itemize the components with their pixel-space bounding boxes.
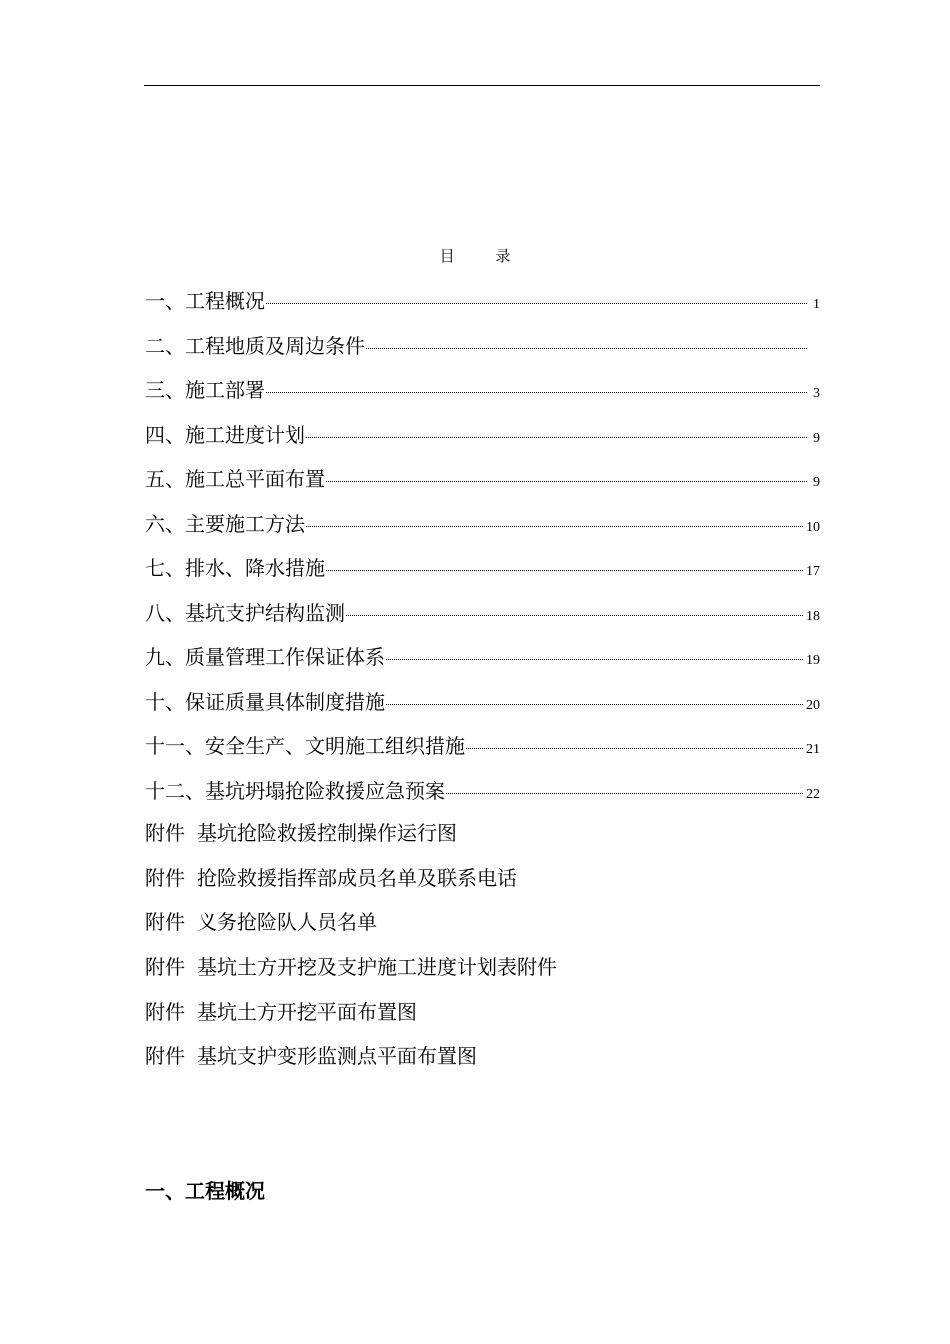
- appendix-entry[interactable]: [145, 1039, 557, 1084]
- toc-entry[interactable]: [145, 373, 820, 418]
- appendix-title: 抢险救援指挥部成员名单及联系电话: [197, 865, 517, 890]
- toc-entry-page: 22: [806, 786, 820, 802]
- toc-entry-label: 四、施工进度计划: [145, 422, 305, 447]
- appendix-list: [145, 816, 557, 1084]
- toc-list: [145, 284, 820, 818]
- toc-entry[interactable]: [145, 551, 820, 596]
- dot-leader: [346, 615, 803, 616]
- toc-entry-page: 18: [806, 608, 820, 624]
- toc-entry-page: 9: [813, 475, 820, 490]
- toc-entry-page: 1: [813, 297, 820, 312]
- toc-entry-page: 3: [813, 386, 820, 401]
- dot-leader: [386, 704, 803, 705]
- dot-leader: [366, 348, 807, 349]
- toc-entry-label: 一、工程概况: [145, 289, 265, 313]
- toc-entry-label: 三、施工部署: [145, 378, 265, 402]
- toc-entry-page: 17: [806, 564, 820, 579]
- dot-leader: [466, 748, 803, 749]
- toc-entry[interactable]: [145, 729, 820, 774]
- toc-entry[interactable]: [145, 284, 820, 329]
- appendix-prefix: 附件: [145, 865, 185, 890]
- appendix-title: 基坑土方开挖及支护施工进度计划表附件: [197, 955, 557, 980]
- toc-entry[interactable]: [145, 774, 820, 819]
- toc-entry[interactable]: [145, 685, 820, 730]
- dot-leader: [446, 793, 803, 794]
- toc-entry[interactable]: [145, 640, 820, 685]
- appendix-entry[interactable]: [145, 905, 557, 950]
- appendix-prefix: 附件: [145, 955, 185, 980]
- header-rule: [144, 85, 820, 86]
- appendix-title: 基坑抢险救援控制操作运行图: [197, 821, 457, 845]
- dot-leader: [306, 437, 807, 438]
- toc-entry[interactable]: [145, 596, 820, 641]
- appendix-title: 基坑支护变形监测点平面布置图: [197, 1044, 477, 1069]
- appendix-prefix: 附件: [145, 910, 185, 935]
- section-heading: 一、工程概况: [145, 1179, 265, 1203]
- toc-entry-label: 十二、基坑坍塌抢险救援应急预案: [145, 778, 445, 803]
- appendix-prefix: 附件: [145, 1044, 185, 1069]
- toc-entry[interactable]: [145, 418, 820, 463]
- toc-entry-page: 10: [806, 519, 820, 535]
- dot-leader: [266, 303, 807, 304]
- toc-entry-page: 9: [813, 430, 820, 446]
- appendix-prefix: 附件: [145, 999, 185, 1024]
- toc-entry-label: 九、质量管理工作保证体系: [145, 645, 385, 669]
- appendix-title: 义务抢险队人员名单: [197, 910, 377, 935]
- toc-entry-label: 十、保证质量具体制度措施: [145, 689, 385, 714]
- toc-title: 目 录: [439, 247, 529, 265]
- toc-entry-page: 19: [806, 653, 820, 668]
- toc-entry[interactable]: [145, 329, 820, 374]
- toc-entry-label: 五、施工总平面布置: [145, 467, 325, 491]
- toc-entry-page: 20: [806, 697, 820, 713]
- dot-leader: [386, 659, 803, 660]
- toc-entry-label: 八、基坑支护结构监测: [145, 600, 345, 625]
- toc-entry-label: 六、主要施工方法: [145, 511, 305, 536]
- dot-leader: [306, 526, 803, 527]
- toc-entry-label: 七、排水、降水措施: [145, 556, 325, 580]
- appendix-entry[interactable]: [145, 861, 557, 906]
- appendix-entry[interactable]: [145, 816, 557, 861]
- toc-entry[interactable]: [145, 507, 820, 552]
- toc-entry-label: 十一、安全生产、文明施工组织措施: [145, 734, 465, 758]
- toc-entry[interactable]: [145, 462, 820, 507]
- appendix-prefix: 附件: [145, 821, 185, 845]
- toc-entry-label: 二、工程地质及周边条件: [145, 333, 365, 358]
- appendix-entry[interactable]: [145, 995, 557, 1040]
- appendix-entry[interactable]: [145, 950, 557, 995]
- toc-entry-page: 21: [806, 742, 820, 757]
- appendix-title: 基坑土方开挖平面布置图: [197, 999, 417, 1024]
- dot-leader: [266, 392, 807, 393]
- dot-leader: [326, 481, 807, 482]
- dot-leader: [326, 570, 803, 571]
